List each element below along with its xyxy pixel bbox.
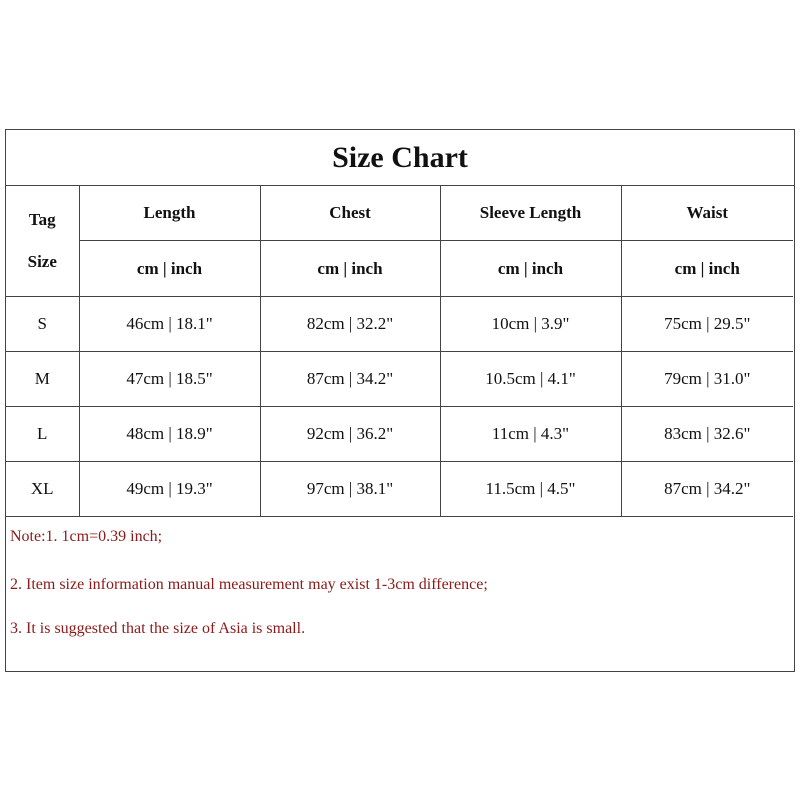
unit-label: cm | inch — [621, 241, 793, 297]
chest-cell: 97cm | 38.1" — [260, 462, 440, 517]
note-1: Note:1. 1cm=0.39 inch; — [10, 528, 163, 545]
length-cell: 49cm | 19.3" — [79, 462, 260, 517]
column-header-chest: Chest — [260, 186, 440, 241]
size-table — [6, 186, 793, 517]
length-cell: 48cm | 18.9" — [79, 407, 260, 462]
table-row — [6, 407, 793, 462]
length-cell: 47cm | 18.5" — [79, 352, 260, 407]
waist-cell: 75cm | 29.5" — [621, 297, 793, 352]
column-header-length: Length — [79, 186, 260, 241]
table-row — [6, 297, 793, 352]
sleeve-length-cell: 11.5cm | 4.5" — [440, 462, 621, 517]
size-chart-panel — [5, 129, 795, 672]
chest-cell: 82cm | 32.2" — [260, 297, 440, 352]
column-header-waist: Waist — [621, 186, 793, 241]
table-row — [6, 462, 793, 517]
waist-cell: 79cm | 31.0" — [621, 352, 793, 407]
note-2: 2. Item size information manual measurement may exist 1-3cm difference; — [10, 576, 488, 593]
header-row — [6, 186, 793, 241]
waist-cell: 83cm | 32.6" — [621, 407, 793, 462]
size-cell: L — [6, 407, 79, 462]
size-cell: S — [6, 297, 79, 352]
unit-label: cm | inch — [260, 241, 440, 297]
sleeve-length-cell: 10.5cm | 4.1" — [440, 352, 621, 407]
waist-cell: 87cm | 34.2" — [621, 462, 793, 517]
chart-title: Size Chart — [6, 130, 794, 186]
unit-row — [6, 241, 793, 297]
tag-label: Tag — [28, 210, 56, 229]
sleeve-length-cell: 10cm | 3.9" — [440, 297, 621, 352]
table-row — [6, 352, 793, 407]
chest-cell: 92cm | 36.2" — [260, 407, 440, 462]
size-cell: XL — [6, 462, 79, 517]
size-label: Size — [27, 252, 57, 271]
size-cell: M — [6, 352, 79, 407]
length-cell: 46cm | 18.1" — [79, 297, 260, 352]
column-header-sleeve-length: Sleeve Length — [440, 186, 621, 241]
unit-label: cm | inch — [79, 241, 260, 297]
tag-size-header — [6, 186, 79, 297]
unit-label: cm | inch — [440, 241, 621, 297]
chest-cell: 87cm | 34.2" — [260, 352, 440, 407]
note-3: 3. It is suggested that the size of Asia is small. — [10, 620, 306, 637]
sleeve-length-cell: 11cm | 4.3" — [440, 407, 621, 462]
